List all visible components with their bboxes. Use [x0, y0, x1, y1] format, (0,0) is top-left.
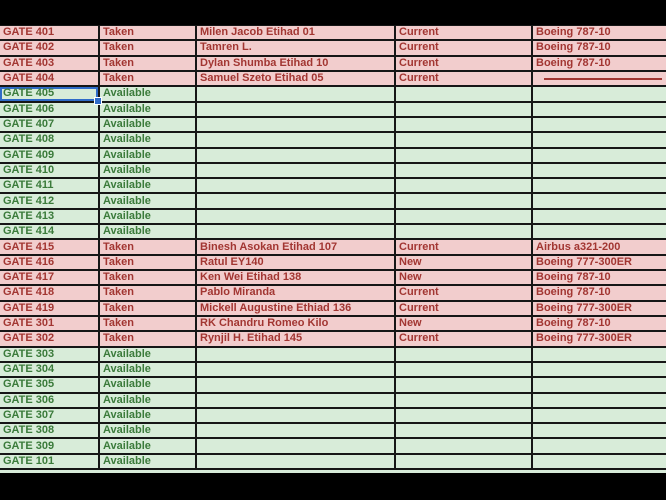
assignee-cell[interactable]: [197, 87, 396, 100]
status-value: Taken: [103, 332, 134, 345]
assignee-cell[interactable]: [197, 348, 396, 361]
gate-cell[interactable]: [0, 378, 100, 391]
status-cell[interactable]: [100, 164, 197, 177]
status-cell[interactable]: [100, 87, 197, 100]
aircraft-value: Boeing 787-10: [536, 56, 611, 69]
table-row: [0, 149, 666, 164]
gate-cell[interactable]: [0, 256, 100, 269]
table-row: [0, 225, 666, 240]
gate-cell[interactable]: [0, 57, 100, 70]
status-value: Taken: [103, 56, 134, 69]
letterbox-top: [0, 0, 666, 25]
assignee-value: Ken Wei Etihad 138: [200, 271, 302, 284]
status-cell[interactable]: [100, 409, 197, 422]
aircraft-cell[interactable]: [533, 378, 666, 391]
status-cell[interactable]: [100, 378, 197, 391]
gate-cell[interactable]: [0, 302, 100, 315]
status-value: Available: [103, 439, 151, 452]
status-value: Taken: [103, 301, 134, 314]
assignee-cell[interactable]: [197, 455, 396, 468]
status-value: Available: [103, 148, 151, 161]
gate-value: GATE 406: [3, 102, 55, 115]
status-value: Available: [103, 393, 151, 406]
gate-value: GATE 404: [3, 72, 55, 85]
assignee-cell[interactable]: [197, 439, 396, 452]
status-value: Available: [103, 133, 151, 146]
table-row: [0, 256, 666, 271]
table-row: [0, 164, 666, 179]
gate-cell[interactable]: [0, 118, 100, 131]
aircraft-cell[interactable]: [533, 57, 666, 70]
assignee-cell[interactable]: [197, 271, 396, 284]
assignee-cell[interactable]: [197, 72, 396, 85]
phase-value: New: [399, 255, 422, 268]
phase-cell[interactable]: [396, 240, 533, 253]
phase-cell[interactable]: [396, 439, 533, 452]
status-cell[interactable]: [100, 455, 197, 468]
aircraft-cell[interactable]: [533, 72, 666, 85]
phase-cell[interactable]: [396, 210, 533, 223]
status-cell[interactable]: [100, 394, 197, 407]
table-row: [0, 194, 666, 209]
gate-value: GATE 309: [3, 439, 55, 452]
aircraft-cell[interactable]: [533, 149, 666, 162]
gate-cell[interactable]: [0, 72, 100, 85]
gate-cell[interactable]: [0, 455, 100, 468]
gate-cell-selected[interactable]: [0, 87, 100, 100]
assignee-cell[interactable]: [197, 409, 396, 422]
assignee-cell[interactable]: [197, 164, 396, 177]
assignee-value: Milen Jacob Etihad 01: [200, 26, 315, 39]
gate-value: GATE 412: [3, 194, 55, 207]
phase-value: Current: [399, 301, 439, 314]
assignee-value: Samuel Szeto Etihad 05: [200, 72, 324, 85]
redacted-line: [544, 78, 662, 80]
status-cell[interactable]: [100, 194, 197, 207]
phase-cell[interactable]: [396, 409, 533, 422]
aircraft-cell[interactable]: [533, 87, 666, 100]
assignee-cell[interactable]: [197, 133, 396, 146]
table-row: [0, 210, 666, 225]
phase-cell[interactable]: [396, 424, 533, 437]
status-cell[interactable]: [100, 225, 197, 238]
phase-value: Current: [399, 240, 439, 253]
aircraft-value: Boeing 787-10: [536, 26, 611, 39]
aircraft-cell[interactable]: [533, 348, 666, 361]
status-value: Available: [103, 424, 151, 437]
gate-value: GATE 416: [3, 255, 55, 268]
status-value: Available: [103, 378, 151, 391]
aircraft-cell[interactable]: [533, 118, 666, 131]
assignee-cell[interactable]: [197, 317, 396, 330]
status-cell[interactable]: [100, 424, 197, 437]
gate-value: GATE 402: [3, 41, 55, 54]
table-row: [0, 72, 666, 87]
assignee-cell[interactable]: [197, 378, 396, 391]
gate-value: GATE 301: [3, 317, 55, 330]
assignee-cell[interactable]: [197, 103, 396, 116]
aircraft-cell[interactable]: [533, 332, 666, 345]
status-value: Available: [103, 194, 151, 207]
assignee-value: Mickell Augustine Ethiad 136: [200, 301, 352, 314]
gate-cell[interactable]: [0, 210, 100, 223]
assignee-value: Binesh Asokan Etihad 107: [200, 240, 338, 253]
table-row: [0, 179, 666, 194]
gate-value: GATE 408: [3, 133, 55, 146]
assignee-cell[interactable]: [197, 41, 396, 54]
gate-value: GATE 405: [3, 87, 55, 100]
status-cell[interactable]: [100, 103, 197, 116]
table-row: [0, 25, 666, 41]
aircraft-cell[interactable]: [533, 179, 666, 192]
gate-value: GATE 308: [3, 424, 55, 437]
gate-cell[interactable]: [0, 26, 100, 39]
gate-value: GATE 415: [3, 240, 55, 253]
status-cell[interactable]: [100, 210, 197, 223]
status-cell[interactable]: [100, 286, 197, 299]
gate-value: GATE 409: [3, 148, 55, 161]
assignee-cell[interactable]: [197, 424, 396, 437]
table-row: [0, 332, 666, 347]
phase-value: Current: [399, 26, 439, 39]
assignee-cell[interactable]: [197, 118, 396, 131]
aircraft-value: Boeing 787-10: [536, 271, 611, 284]
status-cell[interactable]: [100, 363, 197, 376]
aircraft-cell[interactable]: [533, 302, 666, 315]
phase-value: Current: [399, 56, 439, 69]
phase-value: New: [399, 317, 422, 330]
status-cell[interactable]: [100, 240, 197, 253]
table-row: [0, 57, 666, 72]
phase-cell[interactable]: [396, 348, 533, 361]
aircraft-cell[interactable]: [533, 455, 666, 468]
status-cell[interactable]: [100, 348, 197, 361]
phase-cell[interactable]: [396, 164, 533, 177]
aircraft-value: Boeing 777-300ER: [536, 332, 632, 345]
status-cell[interactable]: [100, 41, 197, 54]
assignee-cell[interactable]: [197, 332, 396, 345]
assignee-value: Rynjil H. Etihad 145: [200, 332, 303, 345]
aircraft-cell[interactable]: [533, 256, 666, 269]
table-row: [0, 317, 666, 332]
gate-value: GATE 306: [3, 393, 55, 406]
aircraft-value: Boeing 777-300ER: [536, 255, 632, 268]
aircraft-cell[interactable]: [533, 26, 666, 39]
letterbox-bottom: [0, 473, 666, 500]
aircraft-cell[interactable]: [533, 164, 666, 177]
aircraft-cell[interactable]: [533, 133, 666, 146]
status-value: Available: [103, 225, 151, 238]
gate-assignment-table: [0, 25, 666, 473]
status-cell[interactable]: [100, 256, 197, 269]
assignee-cell[interactable]: [197, 194, 396, 207]
phase-cell[interactable]: [396, 378, 533, 391]
table-row: [0, 118, 666, 133]
phase-cell[interactable]: [396, 394, 533, 407]
status-cell[interactable]: [100, 332, 197, 345]
gate-value: GATE 417: [3, 271, 55, 284]
assignee-cell[interactable]: [197, 210, 396, 223]
gate-value: GATE 418: [3, 286, 55, 299]
aircraft-value: Airbus a321-200: [536, 240, 621, 253]
phase-cell[interactable]: [396, 133, 533, 146]
phase-cell[interactable]: [396, 332, 533, 345]
table-row: [0, 103, 666, 118]
status-cell[interactable]: [100, 133, 197, 146]
status-value: Available: [103, 347, 151, 360]
phase-cell[interactable]: [396, 103, 533, 116]
table-row: [0, 424, 666, 439]
aircraft-cell[interactable]: [533, 286, 666, 299]
aircraft-cell[interactable]: [533, 363, 666, 376]
table-row: [0, 348, 666, 363]
phase-cell[interactable]: [396, 26, 533, 39]
table-row: [0, 87, 666, 102]
phase-cell[interactable]: [396, 41, 533, 54]
phase-value: Current: [399, 41, 439, 54]
status-cell[interactable]: [100, 179, 197, 192]
phase-cell[interactable]: [396, 302, 533, 315]
assignee-cell[interactable]: [197, 179, 396, 192]
phase-cell[interactable]: [396, 271, 533, 284]
phase-cell[interactable]: [396, 317, 533, 330]
status-cell[interactable]: [100, 57, 197, 70]
table-row: [0, 271, 666, 286]
aircraft-cell[interactable]: [533, 41, 666, 54]
assignee-cell[interactable]: [197, 57, 396, 70]
status-cell[interactable]: [100, 26, 197, 39]
assignee-value: Ratul EY140: [200, 255, 264, 268]
gate-value: GATE 419: [3, 301, 55, 314]
assignee-cell[interactable]: [197, 363, 396, 376]
table-row: [0, 240, 666, 255]
table-row: [0, 394, 666, 409]
status-value: Available: [103, 454, 151, 467]
gate-cell[interactable]: [0, 271, 100, 284]
aircraft-cell[interactable]: [533, 317, 666, 330]
phase-cell[interactable]: [396, 363, 533, 376]
table-row: [0, 286, 666, 301]
gate-cell[interactable]: [0, 240, 100, 253]
phase-cell[interactable]: [396, 256, 533, 269]
table-row: [0, 378, 666, 393]
phase-cell[interactable]: [396, 87, 533, 100]
gate-value: GATE 304: [3, 363, 55, 376]
phase-cell[interactable]: [396, 286, 533, 299]
status-cell[interactable]: [100, 439, 197, 452]
aircraft-value: Boeing 787-10: [536, 41, 611, 54]
aircraft-cell[interactable]: [533, 439, 666, 452]
assignee-cell[interactable]: [197, 225, 396, 238]
aircraft-cell[interactable]: [533, 409, 666, 422]
status-value: Taken: [103, 240, 134, 253]
gate-cell[interactable]: [0, 225, 100, 238]
status-value: Available: [103, 87, 151, 100]
phase-cell[interactable]: [396, 149, 533, 162]
status-cell[interactable]: [100, 72, 197, 85]
status-value: Available: [103, 179, 151, 192]
gate-cell[interactable]: [0, 41, 100, 54]
aircraft-cell[interactable]: [533, 424, 666, 437]
gate-cell[interactable]: [0, 317, 100, 330]
aircraft-value: Boeing 777-300ER: [536, 301, 632, 314]
gate-cell[interactable]: [0, 179, 100, 192]
gate-cell[interactable]: [0, 286, 100, 299]
aircraft-cell[interactable]: [533, 210, 666, 223]
table-row: [0, 41, 666, 56]
gate-cell[interactable]: [0, 194, 100, 207]
assignee-cell[interactable]: [197, 149, 396, 162]
assignee-value: Dylan Shumba Etihad 10: [200, 56, 329, 69]
status-value: Taken: [103, 72, 134, 85]
phase-cell[interactable]: [396, 179, 533, 192]
status-value: Available: [103, 163, 151, 176]
gate-value: GATE 307: [3, 408, 55, 421]
status-value: Available: [103, 118, 151, 131]
gate-value: GATE 403: [3, 56, 55, 69]
gate-value: GATE 410: [3, 163, 55, 176]
gate-cell[interactable]: [0, 164, 100, 177]
gate-cell[interactable]: [0, 103, 100, 116]
gate-value: GATE 303: [3, 347, 55, 360]
status-value: Taken: [103, 255, 134, 268]
assignee-value: Pablo Miranda: [200, 286, 276, 299]
aircraft-cell[interactable]: [533, 194, 666, 207]
status-cell[interactable]: [100, 317, 197, 330]
gate-value: GATE 411: [3, 179, 54, 192]
status-cell[interactable]: [100, 271, 197, 284]
status-value: Taken: [103, 286, 134, 299]
table-row: [0, 302, 666, 317]
gate-value: GATE 401: [3, 26, 55, 39]
status-value: Available: [103, 408, 151, 421]
phase-value: Current: [399, 332, 439, 345]
gate-value: GATE 407: [3, 118, 55, 131]
status-value: Available: [103, 363, 151, 376]
gate-value: GATE 413: [3, 209, 55, 222]
status-value: Taken: [103, 41, 134, 54]
gate-cell[interactable]: [0, 363, 100, 376]
selection-fill-handle[interactable]: [94, 97, 102, 105]
status-cell[interactable]: [100, 118, 197, 131]
aircraft-cell[interactable]: [533, 271, 666, 284]
phase-cell[interactable]: [396, 57, 533, 70]
table-row: [0, 439, 666, 454]
assignee-cell[interactable]: [197, 286, 396, 299]
table-row: [0, 133, 666, 148]
status-cell[interactable]: [100, 149, 197, 162]
phase-value: New: [399, 271, 422, 284]
gate-cell[interactable]: [0, 133, 100, 146]
assignee-value: RK Chandru Romeo Kilo: [200, 317, 329, 330]
gate-value: GATE 101: [3, 454, 55, 467]
aircraft-value: Boeing 787-10: [536, 286, 611, 299]
assignee-cell[interactable]: [197, 302, 396, 315]
gate-cell[interactable]: [0, 394, 100, 407]
assignee-cell[interactable]: [197, 240, 396, 253]
gate-cell[interactable]: [0, 409, 100, 422]
assignee-cell[interactable]: [197, 26, 396, 39]
table-row: [0, 455, 666, 470]
table-row: [0, 363, 666, 378]
phase-cell[interactable]: [396, 225, 533, 238]
status-value: Available: [103, 209, 151, 222]
assignee-cell[interactable]: [197, 394, 396, 407]
gate-cell[interactable]: [0, 424, 100, 437]
gate-cell[interactable]: [0, 348, 100, 361]
phase-cell[interactable]: [396, 455, 533, 468]
table-row: [0, 409, 666, 424]
phase-cell[interactable]: [396, 194, 533, 207]
aircraft-cell[interactable]: [533, 240, 666, 253]
phase-cell[interactable]: [396, 118, 533, 131]
status-value: Available: [103, 102, 151, 115]
status-value: Taken: [103, 317, 134, 330]
phase-value: Current: [399, 72, 439, 85]
gate-cell[interactable]: [0, 439, 100, 452]
aircraft-cell[interactable]: [533, 103, 666, 116]
status-value: Taken: [103, 271, 134, 284]
gate-cell[interactable]: [0, 149, 100, 162]
phase-value: Current: [399, 286, 439, 299]
gate-value: GATE 302: [3, 332, 55, 345]
aircraft-cell[interactable]: [533, 394, 666, 407]
assignee-cell[interactable]: [197, 256, 396, 269]
gate-value: GATE 305: [3, 378, 55, 391]
gate-value: GATE 414: [3, 225, 55, 238]
aircraft-cell[interactable]: [533, 225, 666, 238]
gate-cell[interactable]: [0, 332, 100, 345]
status-cell[interactable]: [100, 302, 197, 315]
aircraft-value: Boeing 787-10: [536, 317, 611, 330]
assignee-value: Tamren L.: [200, 41, 252, 54]
status-value: Taken: [103, 26, 134, 39]
phase-cell[interactable]: [396, 72, 533, 85]
